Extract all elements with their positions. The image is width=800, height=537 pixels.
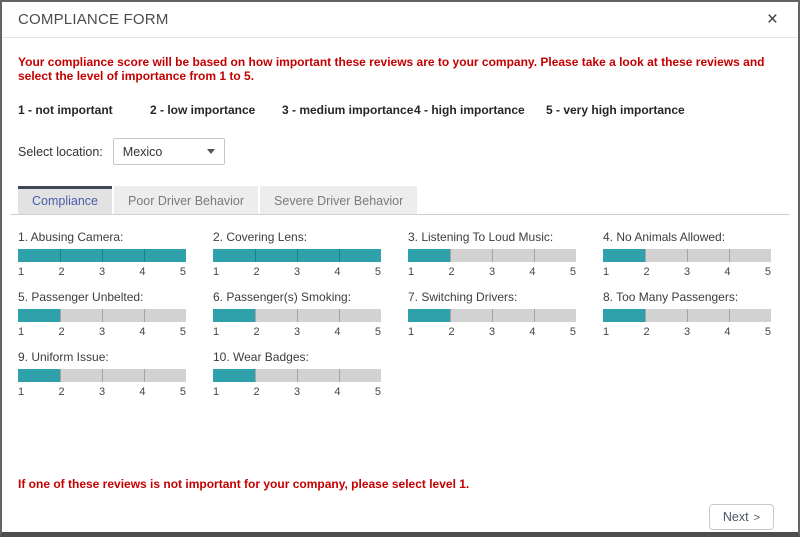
slider-tick-mark	[645, 249, 646, 262]
legend-item: 3 - medium importance	[282, 103, 414, 117]
slider-tick-label: 3	[98, 266, 106, 278]
footer-actions	[18, 504, 782, 530]
slider-tick-mark	[492, 249, 493, 262]
slider-label: 5. Passenger Unbelted:	[18, 290, 144, 304]
slider-tick-label: 3	[488, 326, 496, 338]
slider-tick-label: 3	[98, 326, 106, 338]
slider-label: 10. Wear Badges:	[213, 350, 309, 364]
slider-tick-label: 4	[334, 326, 341, 338]
slider-label: 7. Switching Drivers:	[408, 290, 518, 304]
tab-compliance[interactable]: Compliance	[18, 186, 112, 214]
slider-label: 2. Covering Lens:	[213, 230, 308, 244]
slider-tick-label: 4	[139, 266, 146, 278]
slider-tick-label: 4	[529, 326, 536, 338]
slider-label: 3. Listening To Loud Music:	[408, 230, 554, 244]
slider-tick-label: 4	[139, 326, 146, 338]
slider-tick-mark	[450, 249, 451, 262]
tab-poor-driver-behavior[interactable]: Poor Driver Behavior	[114, 186, 258, 214]
slider-tick-mark	[687, 309, 688, 322]
slider-scale	[408, 326, 576, 338]
slider-scale	[603, 266, 771, 278]
slider-tick-label: 5	[374, 266, 381, 278]
tab-severe-driver-behavior[interactable]: Severe Driver Behavior	[260, 186, 417, 214]
slider-tick-label: 4	[334, 266, 341, 278]
slider-tick-label: 2	[643, 266, 650, 278]
slider-tick-label: 1	[408, 266, 415, 278]
slider-tick-mark	[534, 309, 535, 322]
slider-tick-label: 5	[569, 326, 576, 338]
importance-slider	[603, 230, 771, 278]
dialog-header	[2, 2, 798, 38]
slider-tick-mark	[255, 249, 256, 262]
next-button-label: Next	[722, 510, 749, 524]
slider-tick-label: 1	[408, 326, 415, 338]
slider-tick-mark	[144, 309, 145, 322]
slider-tick-mark	[534, 249, 535, 262]
slider-tick-mark	[60, 369, 61, 382]
slider-tick-label: 1	[213, 386, 220, 398]
slider-tick-label: 2	[253, 386, 260, 398]
slider-fill[interactable]	[213, 369, 255, 382]
slider-tick-label: 5	[179, 266, 186, 278]
slider-tick-label: 2	[253, 326, 260, 338]
slider-tick-label: 2	[643, 326, 650, 338]
slider-tick-label: 3	[683, 326, 691, 338]
slider-tick-mark	[102, 249, 103, 262]
importance-slider	[18, 230, 186, 278]
chevron-right-icon: >	[753, 512, 760, 524]
importance-slider	[408, 230, 576, 278]
slider-tick-label: 5	[764, 266, 771, 278]
dialog-title: COMPLIANCE FORM	[18, 11, 169, 28]
slider-track[interactable]	[213, 249, 381, 262]
slider-tick-label: 4	[529, 266, 536, 278]
legend-item: 5 - very high importance	[546, 103, 685, 117]
slider-track[interactable]	[408, 249, 576, 262]
slider-label: 9. Uniform Issue:	[18, 350, 109, 364]
slider-tick-label: 3	[293, 326, 301, 338]
slider-fill[interactable]	[408, 309, 450, 322]
slider-tick-mark	[297, 309, 298, 322]
slider-tick-label: 2	[448, 266, 455, 278]
slider-tick-mark	[687, 249, 688, 262]
slider-track[interactable]	[603, 249, 771, 262]
slider-tick-label: 5	[179, 326, 186, 338]
slider-label: 1. Abusing Camera:	[18, 230, 124, 244]
slider-scale	[18, 266, 186, 278]
slider-track[interactable]	[213, 369, 381, 382]
slider-tick-label: 1	[213, 326, 220, 338]
slider-label: 8. Too Many Passengers:	[603, 290, 739, 304]
slider-tick-mark	[144, 249, 145, 262]
slider-label: 4. No Animals Allowed:	[603, 230, 726, 244]
importance-legend	[18, 103, 782, 117]
slider-tick-label: 5	[374, 326, 381, 338]
slider-scale	[18, 326, 186, 338]
slider-tick-label: 4	[724, 326, 731, 338]
slider-track[interactable]	[18, 369, 186, 382]
slider-scale	[408, 266, 576, 278]
slider-fill[interactable]	[18, 369, 60, 382]
slider-scale	[213, 386, 381, 398]
location-selected-value: Mexico	[122, 144, 163, 159]
slider-tick-label: 4	[724, 266, 731, 278]
slider-tick-label: 2	[448, 326, 455, 338]
slider-tick-label: 3	[488, 266, 496, 278]
importance-slider	[213, 350, 381, 398]
slider-tick-mark	[255, 309, 256, 322]
location-row	[18, 138, 782, 165]
legend-item: 4 - high importance	[414, 103, 525, 117]
importance-slider	[213, 290, 381, 338]
slider-tick-label: 4	[139, 386, 146, 398]
footer-note: If one of these reviews is not important for your company, please select level 1.	[18, 477, 470, 491]
slider-scale	[18, 386, 186, 398]
slider-tick-label: 1	[213, 266, 220, 278]
dropdown-caret-icon	[207, 149, 215, 154]
slider-tick-label: 5	[179, 386, 186, 398]
slider-scale	[213, 266, 381, 278]
slider-tick-label: 5	[374, 386, 381, 398]
importance-slider	[213, 230, 381, 278]
importance-slider	[408, 290, 576, 338]
slider-tick-label: 2	[58, 326, 65, 338]
slider-tick-label: 1	[603, 326, 610, 338]
slider-tick-mark	[729, 249, 730, 262]
close-icon[interactable]: ×	[766, 9, 778, 30]
slider-scale	[603, 326, 771, 338]
dialog-body	[2, 55, 798, 530]
slider-fill[interactable]	[603, 309, 645, 322]
slider-tick-mark	[144, 369, 145, 382]
slider-tick-label: 1	[18, 326, 25, 338]
slider-track[interactable]	[408, 309, 576, 322]
slider-tick-mark	[645, 309, 646, 322]
slider-tick-label: 2	[253, 266, 260, 278]
slider-tick-label: 2	[58, 266, 65, 278]
slider-tick-label: 5	[764, 326, 771, 338]
slider-label: 6. Passenger(s) Smoking:	[213, 290, 352, 304]
slider-tick-mark	[339, 249, 340, 262]
slider-tick-label: 1	[603, 266, 610, 278]
slider-tick-mark	[729, 309, 730, 322]
slider-tick-label: 4	[334, 386, 341, 398]
importance-slider	[603, 290, 771, 338]
slider-tick-mark	[102, 309, 103, 322]
location-label: Select location:	[18, 144, 103, 159]
slider-grid	[18, 230, 782, 398]
slider-tick-mark	[102, 369, 103, 382]
slider-fill[interactable]	[603, 249, 645, 262]
location-select[interactable]	[113, 138, 225, 165]
slider-tick-label: 1	[18, 266, 25, 278]
slider-track[interactable]	[213, 309, 381, 322]
slider-fill[interactable]	[408, 249, 450, 262]
slider-tick-mark	[450, 309, 451, 322]
legend-item: 1 - not important	[18, 103, 113, 117]
slider-track[interactable]	[603, 309, 771, 322]
slider-tick-mark	[60, 249, 61, 262]
slider-tick-mark	[339, 309, 340, 322]
slider-tick-mark	[339, 369, 340, 382]
slider-tick-label: 3	[98, 386, 106, 398]
slider-tick-label: 3	[293, 386, 301, 398]
intro-message: Your compliance score will be based on how important these reviews are to your company. Please take a look at these reviews and select the level of importance from 1 to 5.	[18, 55, 765, 83]
tab-bar	[10, 186, 790, 215]
slider-track[interactable]	[18, 249, 186, 262]
legend-item: 2 - low importance	[150, 103, 256, 117]
slider-tick-mark	[297, 249, 298, 262]
next-button[interactable]	[709, 504, 774, 530]
slider-scale	[213, 326, 381, 338]
slider-tick-label: 1	[18, 386, 25, 398]
slider-tick-mark	[60, 309, 61, 322]
slider-track[interactable]	[18, 309, 186, 322]
importance-slider	[18, 290, 186, 338]
slider-tick-label: 5	[569, 266, 576, 278]
slider-tick-mark	[492, 309, 493, 322]
importance-slider	[18, 350, 186, 398]
slider-fill[interactable]	[213, 309, 255, 322]
slider-tick-mark	[297, 369, 298, 382]
slider-tick-label: 3	[293, 266, 301, 278]
slider-tick-mark	[255, 369, 256, 382]
slider-tick-label: 3	[683, 266, 691, 278]
slider-fill[interactable]	[18, 309, 60, 322]
slider-tick-label: 2	[58, 386, 65, 398]
